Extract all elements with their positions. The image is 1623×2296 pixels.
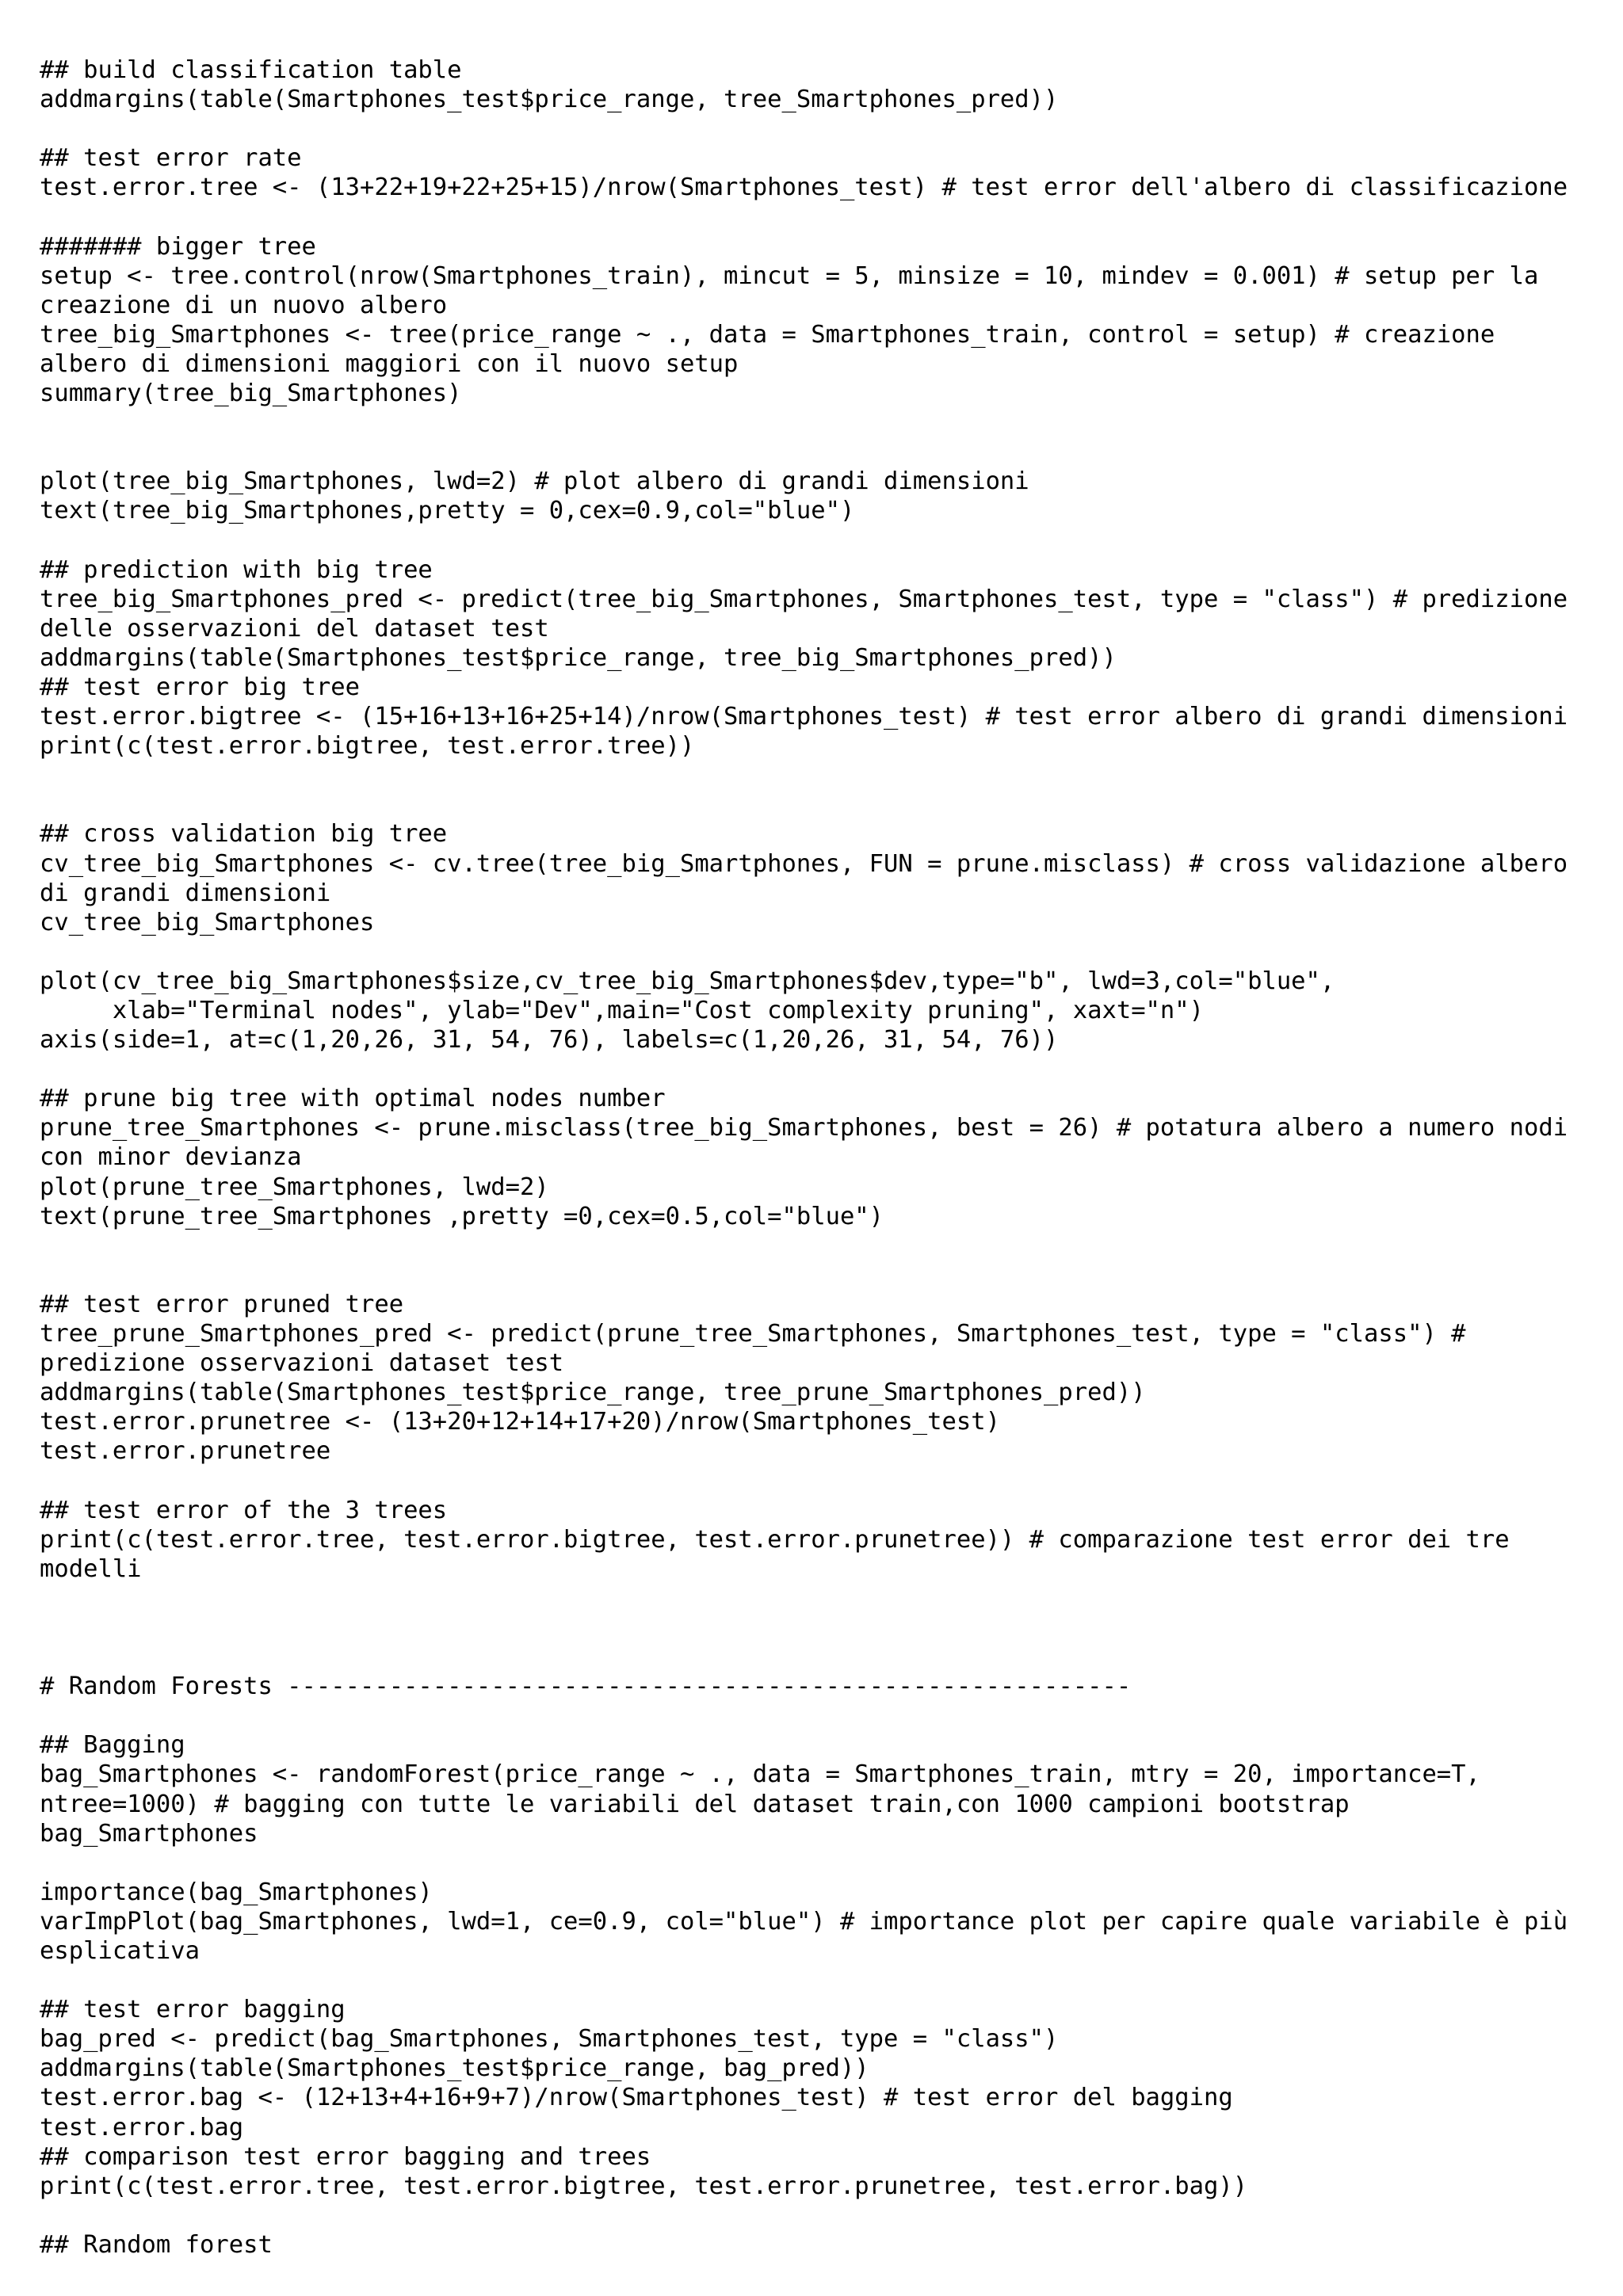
blank-line	[40, 1613, 1593, 1642]
code-line: creazione di un nuovo albero	[40, 291, 448, 319]
code-line: delle osservazioni del dataset test	[40, 614, 549, 643]
code-line: di grandi dimensioni	[40, 879, 331, 907]
code-line: setup <- tree.control(nrow(Smartphones_train), mincut = 5, minsize = 10, mindev = 0.001) # setup per la	[40, 261, 1539, 290]
comment-line: ## test error bagging	[40, 1996, 346, 2024]
code-line: print(c(test.error.bigtree, test.error.tree))	[40, 732, 695, 761]
comment-line: ## prediction with big tree	[40, 555, 433, 584]
code-line: test.error.bag	[40, 2113, 244, 2142]
blank-line	[40, 1701, 1593, 1730]
code-line: test.error.prunetree <- (13+20+12+14+17+20)/nrow(Smartphones_test)	[40, 1408, 1000, 1436]
code-line: importance(bag_Smartphones)	[40, 1878, 433, 1906]
code-line: axis(side=1, at=c(1,20,26, 31, 54, 76), labels=c(1,20,26, 31, 54, 76))	[40, 1026, 1059, 1055]
comment-line: ## comparison test error bagging and trees	[40, 2142, 651, 2171]
comment-line: ## prune big tree with optimal nodes number	[40, 1085, 666, 1113]
blank-line	[40, 1261, 1593, 1290]
code-line: albero di dimensioni maggiori con il nuovo setup	[40, 349, 739, 378]
comment-line: ####### bigger tree	[40, 232, 316, 261]
code-line: cv_tree_big_Smartphones <- cv.tree(tree_big_Smartphones, FUN = prune.misclass) # cross validazione albero	[40, 849, 1568, 878]
code-line: tree_prune_Smartphones_pred <- predict(prune_tree_Smartphones, Smartphones_test, type = "class") #	[40, 1320, 1466, 1348]
code-line: addmargins(table(Smartphones_test$price_range, tree_big_Smartphones_pred))	[40, 643, 1117, 672]
code-line: addmargins(table(Smartphones_test$price_range, bag_pred))	[40, 2054, 869, 2083]
comment-line: ## test error pruned tree	[40, 1290, 404, 1318]
code-listing	[40, 55, 1593, 2260]
code-line: plot(tree_big_Smartphones, lwd=2) # plot albero di grandi dimensioni	[40, 467, 1029, 496]
code-line: print(c(test.error.tree, test.error.bigtree, test.error.prunetree, test.error.bag))	[40, 2172, 1248, 2200]
blank-line	[40, 1584, 1593, 1613]
blank-line	[40, 1055, 1593, 1084]
code-line: bag_Smartphones <- randomForest(price_range ~ ., data = Smartphones_train, mtry = 20, importance=T,	[40, 1760, 1480, 1789]
code-line: test.error.bigtree <- (15+16+13+16+25+14)/nrow(Smartphones_test) # test error albero di grandi dimensioni	[40, 703, 1568, 731]
blank-line	[40, 937, 1593, 967]
code-line: summary(tree_big_Smartphones)	[40, 379, 462, 408]
blank-line	[40, 1231, 1593, 1261]
code-line: prune_tree_Smartphones <- prune.misclass(tree_big_Smartphones, best = 26) # potatura albero a numero nodi	[40, 1114, 1568, 1142]
comment-line: ## cross validation big tree	[40, 820, 448, 849]
blank-line	[40, 790, 1593, 819]
comment-line: ## test error big tree	[40, 673, 360, 701]
code-line: tree_big_Smartphones <- tree(price_range ~ ., data = Smartphones_train, control = setup) # creazione	[40, 320, 1495, 349]
blank-line	[40, 526, 1593, 555]
code-line: test.error.tree <- (13+22+19+22+25+15)/nrow(Smartphones_test) # test error dell'albero di classificazione	[40, 174, 1568, 202]
code-line: bag_Smartphones	[40, 1819, 258, 1848]
blank-line	[40, 408, 1593, 437]
blank-line	[40, 202, 1593, 231]
blank-line	[40, 114, 1593, 143]
code-line: predizione osservazioni dataset test	[40, 1349, 564, 1378]
code-line: addmargins(table(Smartphones_test$price_range, tree_prune_Smartphones_pred))	[40, 1379, 1146, 1407]
code-line: tree_big_Smartphones_pred <- predict(tree_big_Smartphones, Smartphones_test, type = "class") # predizione	[40, 585, 1568, 613]
code-line: text(tree_big_Smartphones,pretty = 0,cex=0.9,col="blue")	[40, 497, 855, 525]
blank-line	[40, 1848, 1593, 1878]
comment-line: # Random Forests ----------------------------------------------------------	[40, 1672, 1132, 1701]
code-line: cv_tree_big_Smartphones	[40, 908, 375, 936]
blank-line	[40, 1466, 1593, 1496]
code-line: print(c(test.error.tree, test.error.bigtree, test.error.prunetree)) # comparazione test error dei tre	[40, 1525, 1510, 1554]
code-line: bag_pred <- predict(bag_Smartphones, Smartphones_test, type = "class")	[40, 2025, 1059, 2054]
code-line: modelli	[40, 1554, 142, 1583]
code-line: ntree=1000) # bagging con tutte le variabili del dataset train,con 1000 campioni bootstrap	[40, 1790, 1350, 1818]
comment-line: ## Random forest	[40, 2230, 273, 2259]
blank-line	[40, 1642, 1593, 1672]
code-line: addmargins(table(Smartphones_test$price_range, tree_Smartphones_pred))	[40, 86, 1059, 114]
blank-line	[40, 761, 1593, 790]
blank-line	[40, 1966, 1593, 1995]
code-line: varImpPlot(bag_Smartphones, lwd=1, ce=0.9, col="blue") # importance plot per capire quale variabile è più	[40, 1907, 1568, 1936]
blank-line	[40, 2201, 1593, 2230]
code-line: plot(prune_tree_Smartphones, lwd=2)	[40, 1173, 549, 1201]
code-line: xlab="Terminal nodes", ylab="Dev",main="Cost complexity pruning", xaxt="n")	[40, 997, 1205, 1024]
code-line: esplicativa	[40, 1937, 200, 1965]
blank-line	[40, 437, 1593, 467]
code-line: text(prune_tree_Smartphones ,pretty =0,cex=0.5,col="blue")	[40, 1202, 884, 1230]
comment-line: ## Bagging	[40, 1731, 185, 1760]
code-line: test.error.bag <- (12+13+4+16+9+7)/nrow(Smartphones_test) # test error del bagging	[40, 2084, 1233, 2112]
code-line: test.error.prunetree	[40, 1437, 331, 1466]
code-line: con minor devianza	[40, 1143, 302, 1172]
comment-line: ## test error rate	[40, 144, 302, 173]
code-line: plot(cv_tree_big_Smartphones$size,cv_tree_big_Smartphones$dev,type="b", lwd=3,col="blue",	[40, 967, 1335, 995]
comment-line: ## test error of the 3 trees	[40, 1496, 448, 1524]
comment-line: ## build classification table	[40, 56, 462, 84]
